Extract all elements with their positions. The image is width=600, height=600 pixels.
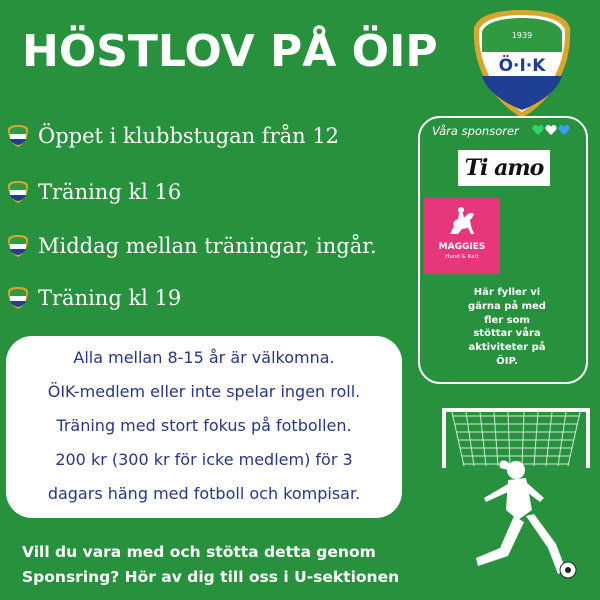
tiamo-logo-text: Ti amo [464, 155, 544, 181]
list-item-text: Träning kl 16 [38, 180, 182, 204]
tiamo-sponsor-logo [458, 150, 550, 186]
info-line: Alla mellan 8-15 år är välkomna. [73, 348, 335, 367]
sponsor-text-line: gärna på med [468, 300, 546, 312]
club-crest-icon [6, 180, 30, 204]
list-item [6, 234, 377, 258]
club-crest-logo [470, 8, 574, 120]
green-heart-icon [532, 124, 544, 136]
list-item-text: Middag mellan träningar, ingår. [38, 234, 377, 258]
club-crest-icon [6, 124, 30, 148]
goal-frame [444, 410, 588, 468]
info-line: ÖIK-medlem eller inte spelar ingen roll. [47, 382, 361, 401]
goal-net [452, 412, 580, 466]
sponsor-text-line: fler som [484, 314, 530, 326]
sponsor-text-line: ÖIP. [496, 355, 518, 367]
info-line: dagars häng med fotboll och kompisar. [47, 484, 361, 503]
maggies-sponsor-logo [424, 198, 500, 274]
cta-line: Sponsring? Hör av dig till oss i U-sektionen [22, 568, 400, 586]
cta-line: Vill du vara med och stötta detta genom [22, 543, 376, 561]
blue-heart-icon [558, 124, 570, 136]
info-line: Träning med stort fokus på fotbollen. [56, 416, 352, 435]
sponsor-call-to-action [22, 540, 462, 590]
sponsors-title: Våra sponsorer [432, 124, 519, 138]
info-box [6, 336, 402, 518]
list-item [6, 180, 181, 204]
maggies-subtitle: Hund & Katt [445, 254, 479, 260]
list-item-text: Träning kl 19 [38, 286, 182, 310]
page-title: HÖSTLOV PÅ ÖIP [22, 26, 438, 77]
player-silhouette [476, 461, 566, 574]
football-icon [560, 562, 576, 578]
maggies-name: MAGGIES [438, 242, 486, 252]
club-crest-icon [6, 234, 30, 258]
info-line: 200 kr (300 kr för icke medlem) för 3 [55, 450, 353, 469]
sponsor-text-line: Här fyller vi [473, 287, 541, 298]
list-item [6, 124, 339, 148]
crest-year: 1939 [511, 31, 533, 40]
club-crest-icon [6, 286, 30, 310]
sponsor-text-line: stöttar våra [473, 328, 541, 340]
list-item-text: Öppet i klubbstugan från 12 [38, 124, 340, 148]
crest-letters: Ö·I·K [498, 56, 546, 76]
horse-rider-icon [444, 204, 480, 240]
sponsors-panel [418, 116, 588, 384]
white-heart-icon [545, 124, 557, 136]
list-item [6, 286, 181, 310]
sponsor-text-line: aktiviteter på [468, 342, 546, 354]
sponsors-invite-text [442, 286, 572, 369]
